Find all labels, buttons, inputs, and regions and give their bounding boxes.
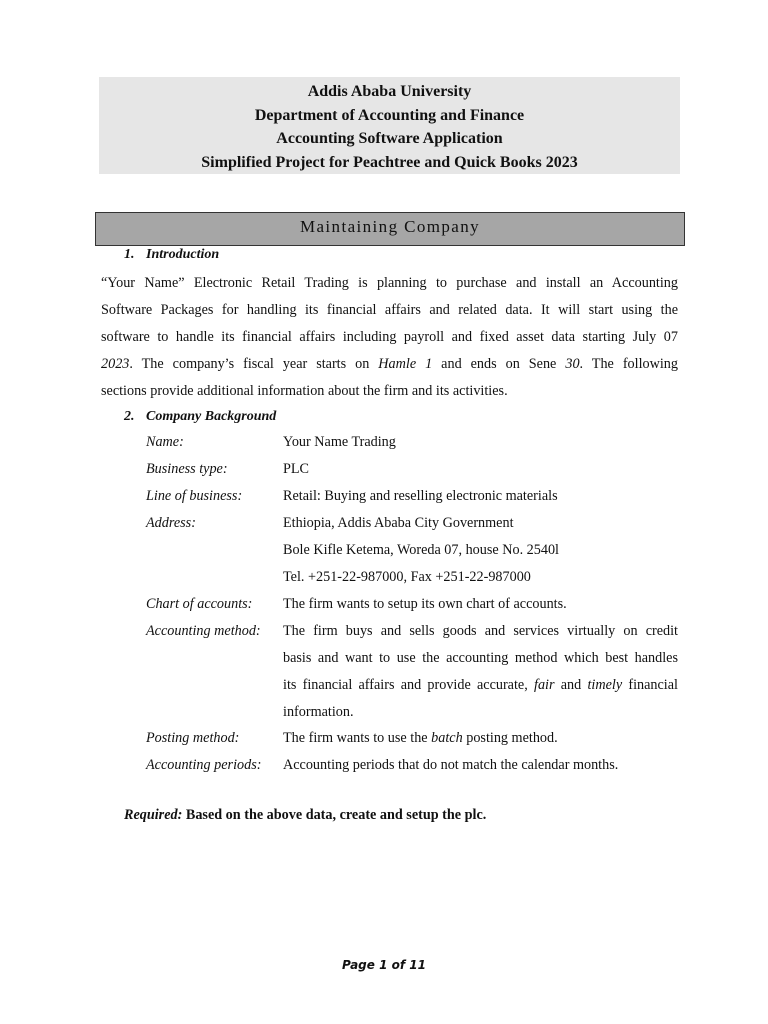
info-label: Line of business [146,488,238,504]
info-label: Business type [146,461,223,477]
course-name: Accounting Software Application [276,130,503,147]
info-value: Accounting periods that do not match the calendar months. [283,757,619,773]
intro-heading [124,247,219,263]
emphasis-timely: timely [587,677,623,693]
fiscal-year: 2023 [101,356,130,372]
info-value: Ethiopia, Addis Ababa City Government [283,515,514,531]
required-text: Based on the above data, create and setup the plc. [182,807,487,823]
info-label: Address [146,515,192,531]
intro-paragraph [101,270,678,405]
required-label: Required: [124,807,183,823]
info-label: Name [146,434,180,450]
project-title: Simplified Project for Peachtree and Quick Books 2023 [201,153,578,171]
intro-number: 1. [124,247,135,262]
info-value: Retail: Buying and reselling electronic materials [283,488,558,504]
section-title: Maintaining Company [95,212,685,246]
emphasis-fair: fair [534,677,555,693]
background-heading [124,409,276,425]
page-number: Page 1 of 11 [342,958,426,972]
info-value: PLC [283,461,310,477]
intro-line: software to handle its financial affairs including payroll and fixed asset data starting July 07 [101,329,678,345]
method-line: basis and want to use the accounting method which best handles [283,650,678,666]
department-name: Department of Accounting and Finance [254,106,525,124]
info-value: The firm wants to use the batch posting method. [283,730,558,746]
required-instruction [124,807,486,824]
intro-line: Software Packages for handling its financial affairs and related data. It will start using the [101,302,678,318]
document-header [99,77,680,174]
fiscal-end-day: 30 [565,356,580,372]
intro-line: “Your Name” Electronic Retail Trading is planning to purchase and install an Accounting [101,275,678,291]
background-number: 2. [124,409,135,424]
info-value: Tel. +251-22-987000, Fax +251-22-987000 [283,569,531,585]
info-value: Bole Kifle Ketema, Woreda 07, house No. 2540l [283,542,559,558]
university-name: Addis Ababa University [307,83,472,100]
info-value: The firm wants to setup its own chart of accounts. [283,596,567,612]
intro-line: sections provide additional information about the firm and its activities. [101,383,508,399]
method-line: information. [283,704,354,720]
intro-line: 2023. The company’s fiscal year starts on Hamle 1 and ends on Sene 30. The following [101,356,678,372]
method-line: its financial affairs and provide accurate, fair and timely financial [283,677,678,693]
fiscal-start: Hamle 1 [378,356,433,372]
info-label: Posting method: [146,730,240,746]
info-label: Accounting periods: [146,757,262,773]
method-line: The firm buys and sells goods and services virtually on credit [283,623,678,639]
emphasis-batch: batch [431,730,463,746]
info-label: Accounting method: [146,623,261,639]
info-label: Chart of accounts: [146,596,253,612]
intro-heading-text: Introduction [146,247,220,262]
background-heading-text: Company Background [146,409,277,424]
info-value: Your Name Trading [283,434,396,450]
